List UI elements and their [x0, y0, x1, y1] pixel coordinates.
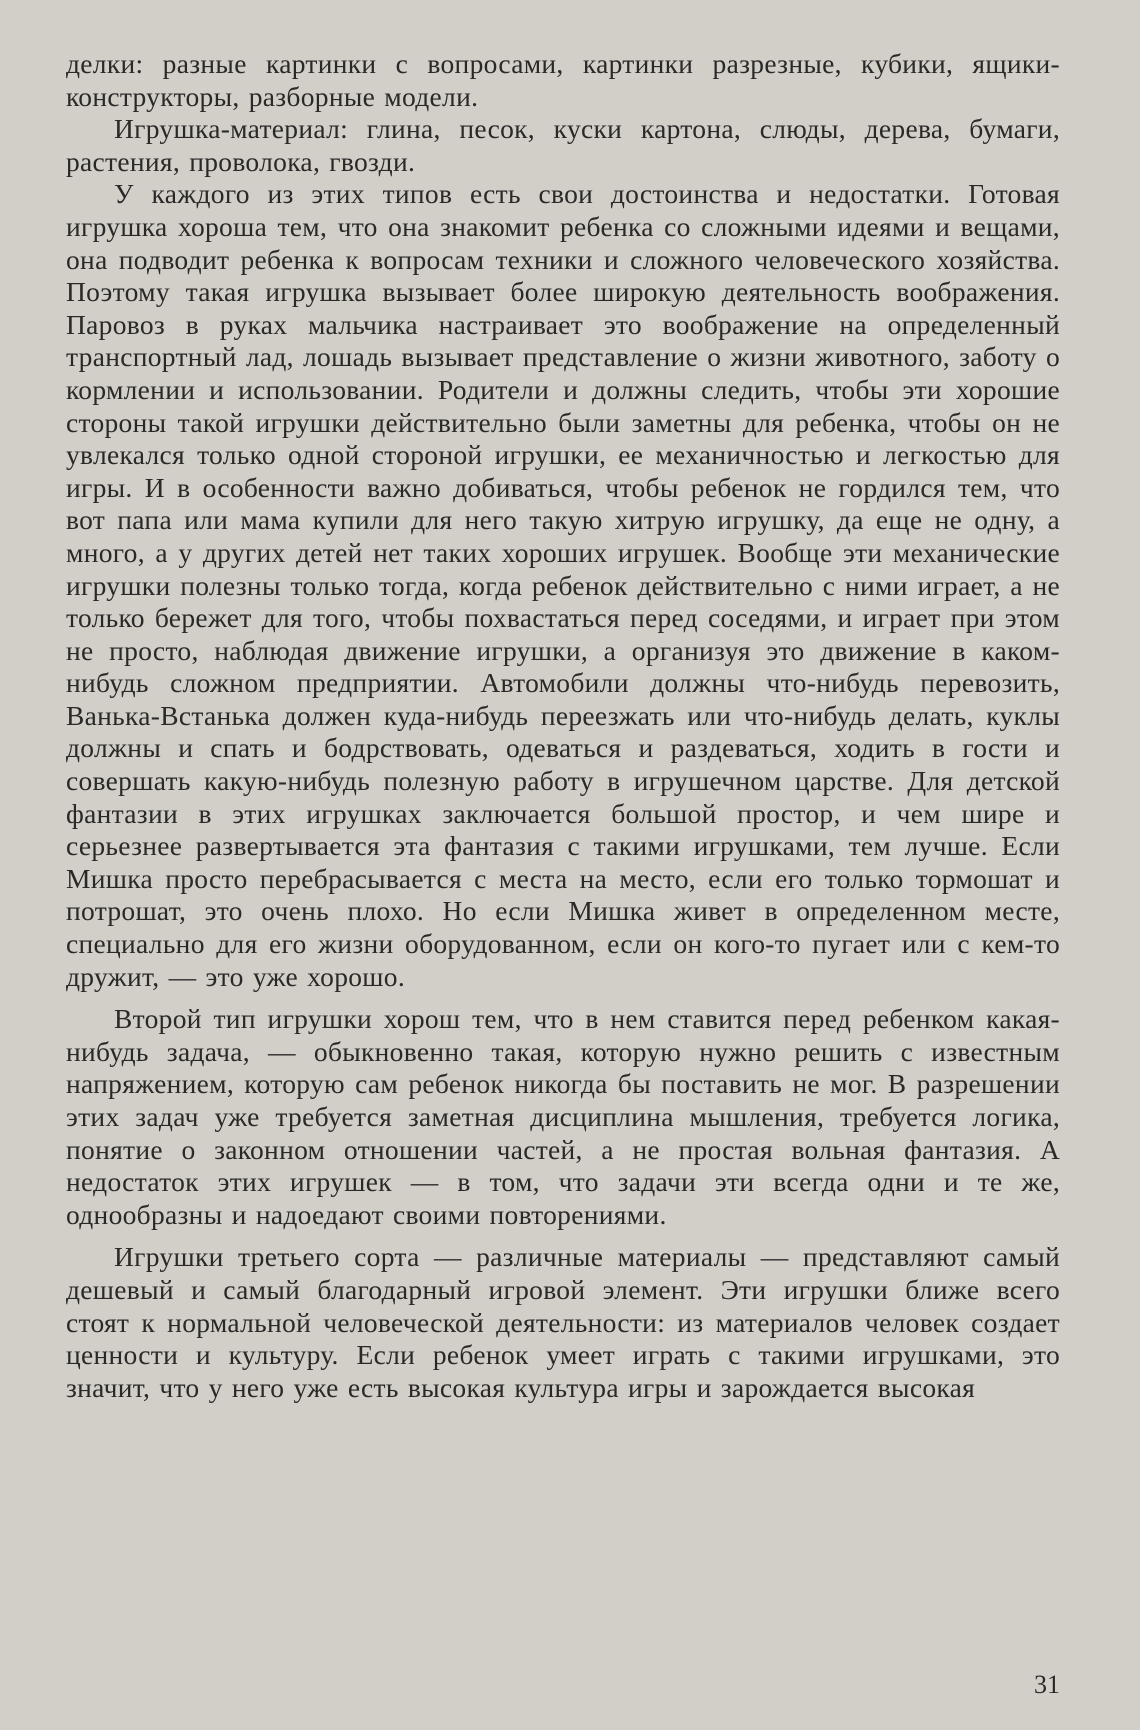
paragraph-continuation: делки: разные картинки с вопросами, картинки разрезные, кубики, ящики-конструкторы, разборные модели. [66, 48, 1060, 112]
paragraph-second-type: Второй тип игрушки хорош тем, что в нем ставится перед ребенком какая-нибудь задача, — обыкновенно такая, которую нужно решить с известным напряжением, которую сам ребенок никогда бы поставить не мог. В разрешении этих задач уже требуется заметная дисциплина мышления, требуется логика, понятие о законном отношении частей, а не простая вольная фантазия. А недостаток этих игрушек — в том, что задачи эти всегда одни и те же, однообразны и надоедают своими повторениями. [66, 1003, 1060, 1230]
paragraph-third-type: Игрушки третьего сорта — различные материалы — представляют самый дешевый и самый благодарный игровой элемент. Эти игрушки ближе всего стоят к нормальной человеческой деятельности: из материалов человек создает ценности и культуру. Если ребенок умеет играть с такими игрушками, это значит, что у него уже есть высокая культура игры и зарождается высокая [66, 1241, 1060, 1403]
page-number: 31 [1034, 1670, 1060, 1699]
paragraph-types-merits: У каждого из этих типов есть свои достоинства и недостатки. Готовая игрушка хороша тем, что она знакомит ребенка со сложными идеями и вещами, она подводит ребенка к вопросам техники и сложного человеческого хозяйства. Поэтому такая игрушка вызывает более широкую деятельность воображения. Паровоз в руках мальчика настраивает это воображение на определенный транспортный лад, лошадь вызывает представление о жизни животного, заботу о кормлении и использовании. Родители и должны следить, чтобы эти хорошие стороны такой игрушки действительно были заметны для ребенка, чтобы он не увлекался только одной стороной игрушки, ее механичностью и легкостью для игры. И в особенности важно добиваться, чтобы ребенок не гордился тем, что вот папа или мама купили для него такую хитрую игрушку, да еще не одну, а много, а у других детей нет таких хороших игрушек. Вообще эти механические игрушки полезны только тогда, когда ребенок действительно с ними играет, а не только бережет для того, чтобы похвастаться перед соседями, и играет при этом не просто, наблюдая движение игрушки, а организуя это движение в каком-нибудь сложном предприятии. Автомобили должны что-нибудь перевозить, Ванька-Встанька должен куда-нибудь переезжать или что-нибудь делать, куклы должны и спать и бодрствовать, одеваться и раздеваться, ходить в гости и совершать какую-нибудь полезную работу в игрушечном царстве. Для детской фантазии в этих игрушках заключается большой простор, и чем шире и серьезнее развертывается эта фантазия с такими игрушками, тем лучше. Если Мишка просто перебрасывается с места на место, если его только тормошат и потрошат, это очень плохо. Но если Мишка живет в определенном месте, специально для его жизни оборудованном, если он кого-то пугает или с кем-то дружит, — это уже хорошо. [66, 178, 1060, 992]
paragraph-toy-material: Игрушка-материал: глина, песок, куски картона, слюды, дерева, бумаги, растения, проволока, гвозди. [66, 113, 1060, 177]
